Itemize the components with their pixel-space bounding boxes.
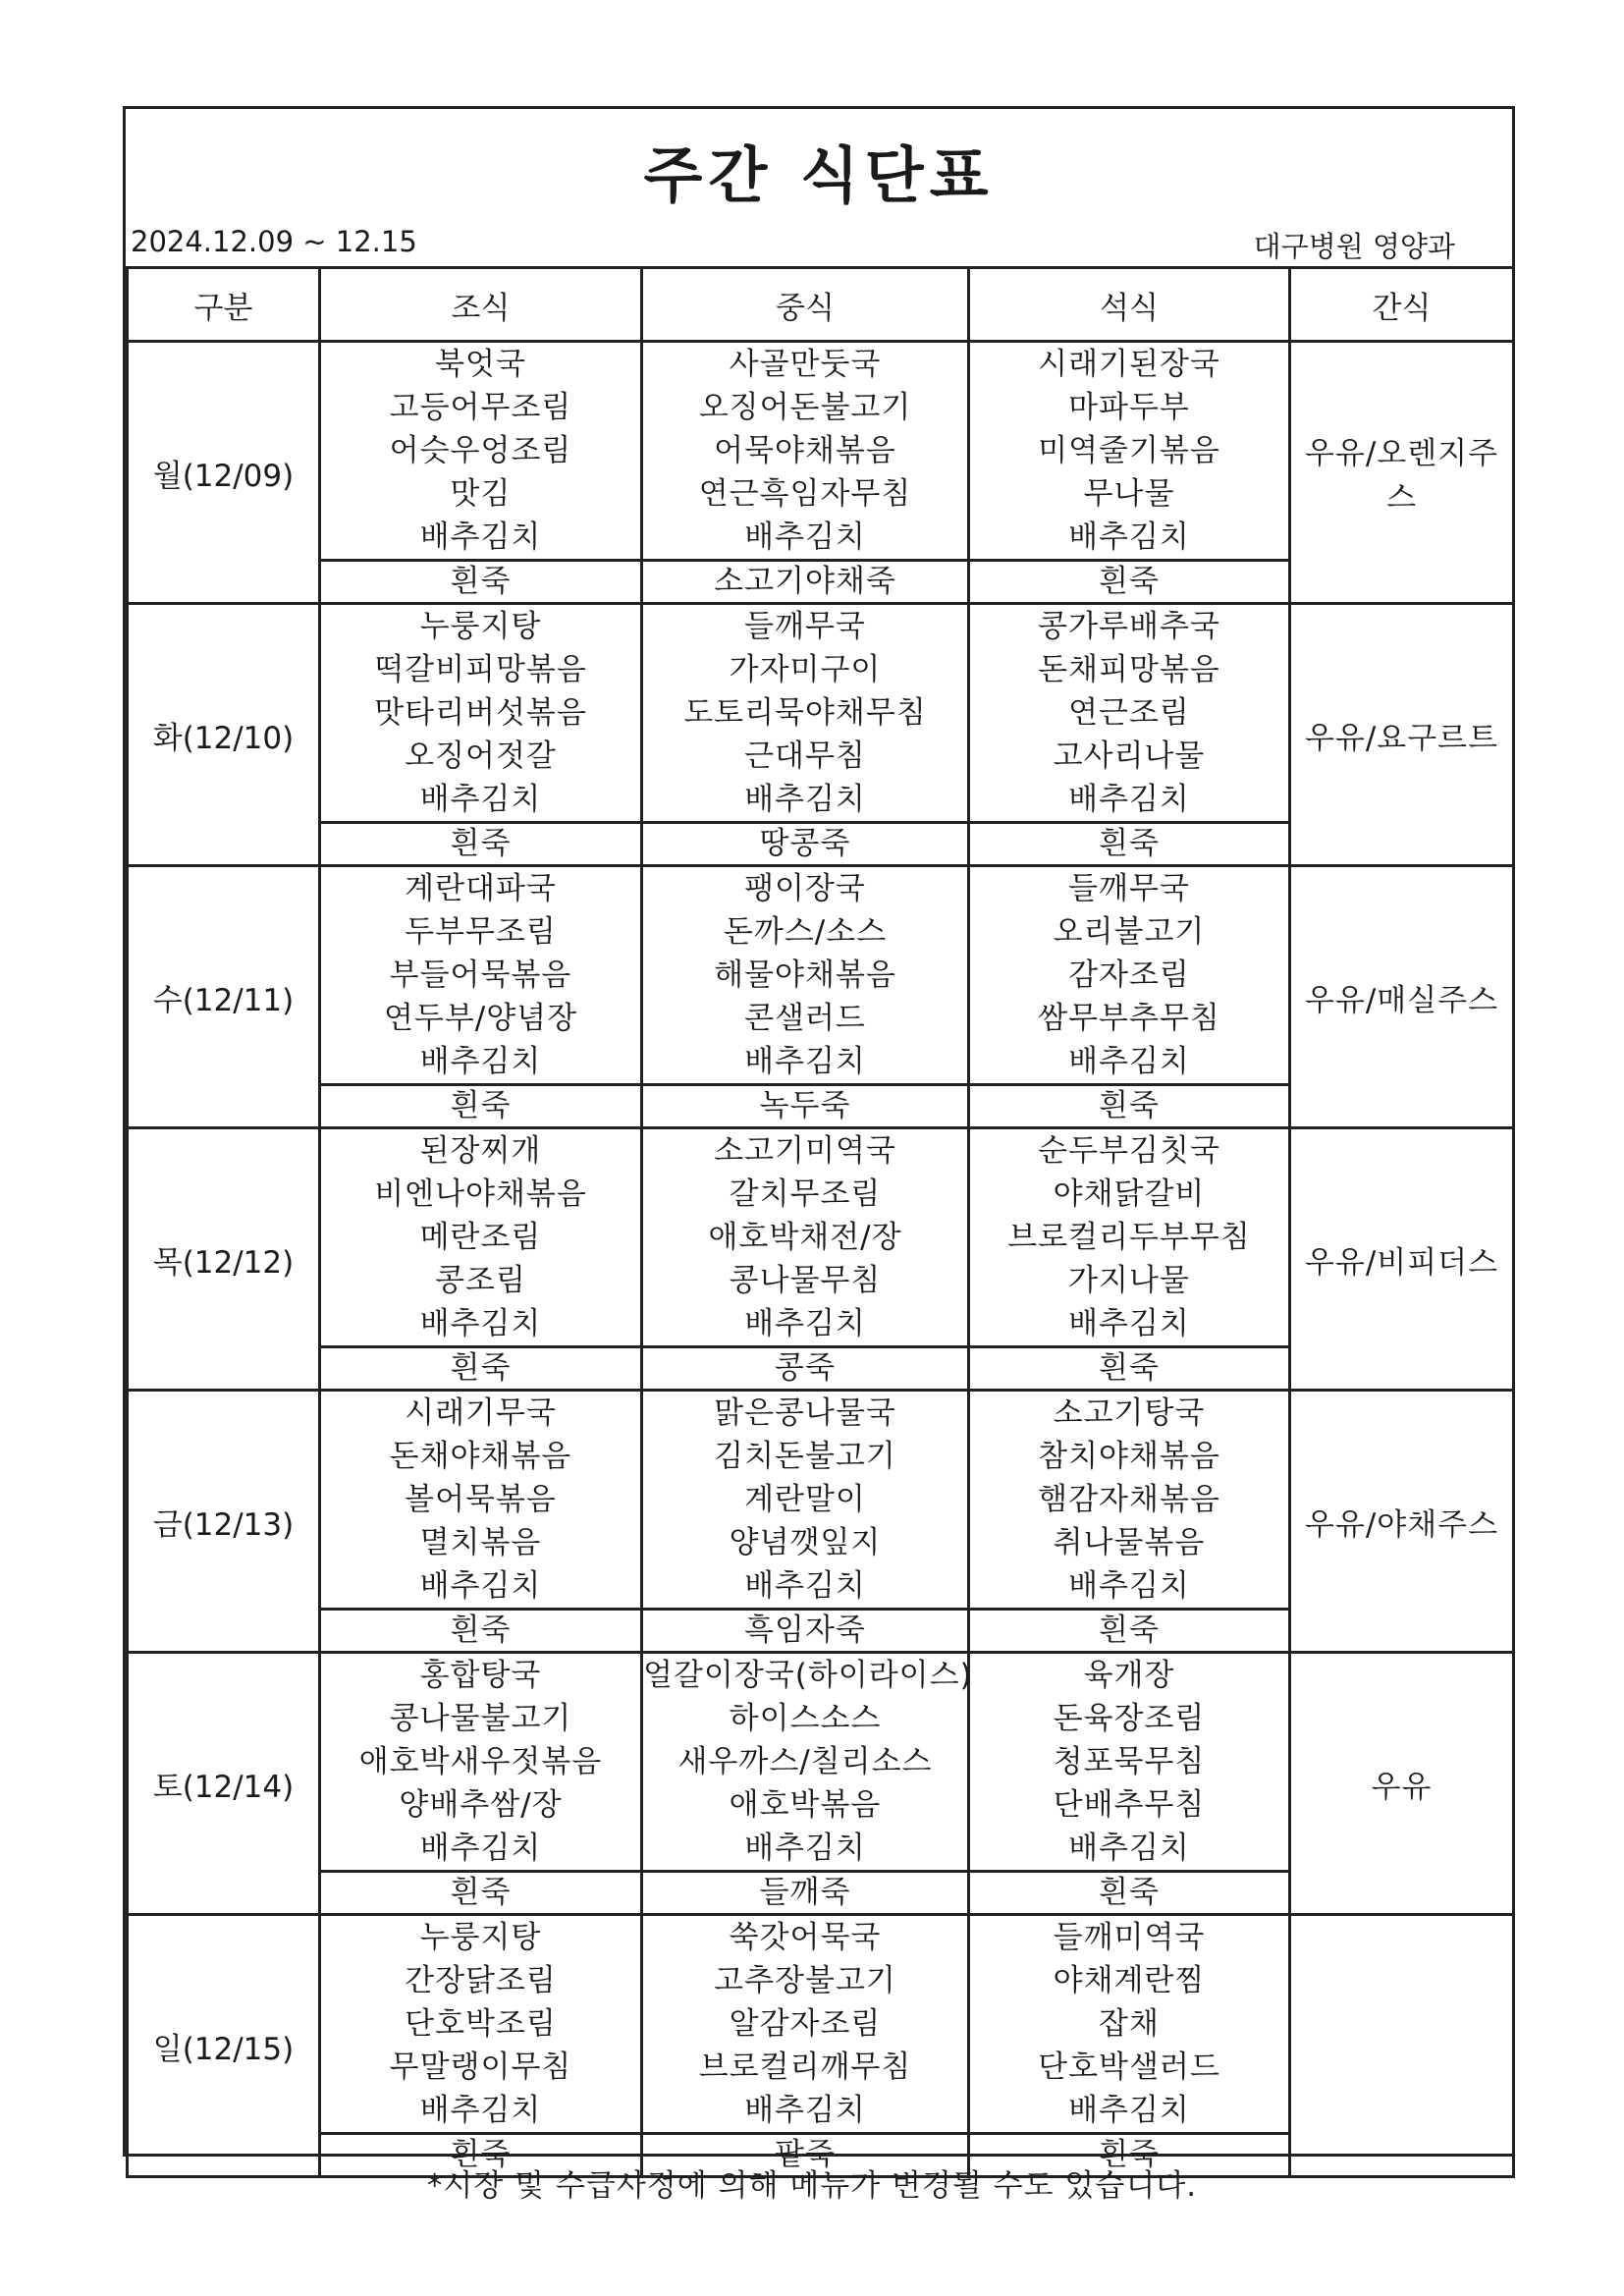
lunch-cell — [642, 342, 969, 561]
table-row — [128, 1653, 1514, 1872]
menu-item: 돈채야채볶음 — [389, 1439, 572, 1474]
menu-item: 잡채 — [1099, 2006, 1160, 2042]
menu-item: 하이스소스 — [729, 1701, 882, 1736]
menu-item: 북엇국 — [435, 347, 526, 382]
menu-item: 배추김치 — [744, 782, 866, 817]
snack-cell: 우유/야채주스 — [1290, 1391, 1514, 1653]
menu-item: 배추김치 — [744, 1044, 866, 1079]
lunch-cell — [642, 1915, 969, 2134]
porridge-cell — [969, 1347, 1290, 1391]
menu-item: 고추장불고기 — [714, 1963, 896, 1998]
dinner-cell — [969, 1128, 1290, 1347]
menu-item: 간장닭조림 — [405, 1963, 557, 1998]
porridge-item: 흰죽 — [450, 564, 512, 599]
breakfast-cell — [320, 604, 642, 823]
breakfast-cell — [320, 1391, 642, 1610]
menu-item: 시래기무국 — [405, 1395, 557, 1431]
menu-item: 배추김치 — [744, 519, 866, 555]
menu-item: 쌈무부추무침 — [1038, 1001, 1220, 1036]
menu-item: 사골만둣국 — [729, 347, 882, 382]
menu-item: 배추김치 — [744, 1831, 866, 1866]
menu-item: 마파두부 — [1068, 390, 1190, 425]
table-row — [128, 866, 1514, 1085]
menu-item: 양념깻잎지 — [729, 1525, 882, 1560]
menu-item: 들깨무국 — [1068, 871, 1190, 906]
lunch-cell — [642, 866, 969, 1085]
porridge-item: 땅콩죽 — [759, 826, 851, 861]
menu-item: 부들어묵볶음 — [389, 957, 572, 993]
porridge-cell — [969, 823, 1290, 866]
table-row — [128, 342, 1514, 561]
porridge-item: 흰죽 — [1099, 1875, 1160, 1910]
table-header-row — [128, 268, 1514, 342]
table-row — [128, 1128, 1514, 1347]
lunch-cell — [642, 1128, 969, 1347]
porridge-item: 흰죽 — [450, 1875, 512, 1910]
menu-item: 돈까스/소스 — [723, 914, 888, 950]
menu-item: 배추김치 — [1068, 2093, 1190, 2128]
porridge-item: 흰죽 — [1099, 564, 1160, 599]
menu-item: 애호박볶음 — [729, 1787, 882, 1823]
snack-cell: 우유/매실주스 — [1290, 866, 1514, 1128]
menu-item: 연근조림 — [1068, 695, 1190, 731]
menu-item: 취나물볶음 — [1053, 1525, 1206, 1560]
menu-item: 두부무조림 — [405, 914, 557, 950]
porridge-cell — [969, 1610, 1290, 1653]
menu-item: 야채닭갈비 — [1053, 1176, 1206, 1212]
menu-item: 맛김 — [450, 476, 512, 512]
menu-item: 새우까스/칠리소스 — [677, 1744, 933, 1779]
menu-item: 연근흑임자무침 — [698, 476, 912, 512]
menu-item: 오리불고기 — [1053, 914, 1206, 950]
menu-item: 콘샐러드 — [744, 1001, 866, 1036]
menu-item: 된장찌개 — [419, 1133, 542, 1169]
porridge-item: 흑임자죽 — [744, 1613, 866, 1648]
menu-item: 콩조림 — [435, 1263, 526, 1298]
porridge-cell — [642, 1347, 969, 1391]
breakfast-cell — [320, 1128, 642, 1347]
department-name: 대구병원 영양과 — [1253, 230, 1455, 263]
dinner-cell — [969, 1391, 1290, 1610]
menu-item: 햄감자채볶음 — [1038, 1482, 1220, 1517]
table-row — [128, 1915, 1514, 2134]
snack-cell — [1290, 1915, 1514, 2177]
dinner-cell — [969, 1915, 1290, 2134]
menu-item: 돈채피망볶음 — [1038, 652, 1220, 687]
porridge-item: 흰죽 — [450, 1350, 512, 1386]
menu-item: 메란조림 — [419, 1220, 542, 1255]
menu-item: 배추김치 — [419, 519, 542, 555]
header-snack: 간식 — [1290, 268, 1514, 342]
breakfast-cell — [320, 1653, 642, 1872]
menu-item: 팽이장국 — [744, 871, 866, 906]
porridge-item: 흰죽 — [1099, 1350, 1160, 1386]
porridge-item: 흰죽 — [450, 1613, 512, 1648]
menu-item: 근대무침 — [744, 738, 866, 774]
menu-item: 소고기탕국 — [1053, 1395, 1206, 1431]
menu-body — [128, 342, 1514, 2177]
menu-item: 고사리나물 — [1053, 738, 1206, 774]
menu-item: 시래기된장국 — [1038, 347, 1220, 382]
menu-sheet — [123, 106, 1515, 2172]
breakfast-cell — [320, 866, 642, 1085]
menu-item: 배추김치 — [1068, 782, 1190, 817]
porridge-cell — [320, 561, 642, 604]
menu-item: 어슷우엉조림 — [389, 433, 572, 468]
menu-item: 배추김치 — [744, 1568, 866, 1604]
menu-item: 도토리묵야채무침 — [683, 695, 927, 731]
day-label: 토(12/14) — [128, 1653, 320, 1915]
table-row — [128, 604, 1514, 823]
porridge-cell — [320, 1085, 642, 1128]
menu-item: 양배추쌈/장 — [399, 1787, 563, 1823]
menu-item: 떡갈비피망볶음 — [374, 652, 587, 687]
menu-item: 배추김치 — [1068, 1044, 1190, 1079]
porridge-cell — [642, 1872, 969, 1915]
menu-item: 애호박채전/장 — [708, 1220, 902, 1255]
menu-item: 들깨무국 — [744, 609, 866, 644]
menu-item: 배추김치 — [419, 782, 542, 817]
menu-item: 순두부김칫국 — [1038, 1133, 1220, 1169]
menu-item: 배추김치 — [419, 1044, 542, 1079]
menu-item: 육개장 — [1083, 1658, 1175, 1693]
menu-item: 무말랭이무침 — [389, 2050, 572, 2085]
menu-item: 단배추무침 — [1053, 1787, 1206, 1823]
day-label: 월(12/09) — [128, 342, 320, 604]
porridge-cell — [642, 1085, 969, 1128]
porridge-cell — [320, 1610, 642, 1653]
menu-item: 계란말이 — [744, 1482, 866, 1517]
menu-item: 갈치무조림 — [729, 1176, 882, 1212]
menu-item: 멸치볶음 — [419, 1525, 542, 1560]
menu-item: 브로컬리깨무침 — [698, 2050, 912, 2085]
porridge-cell — [642, 1610, 969, 1653]
porridge-item: 흰죽 — [450, 2137, 512, 2172]
snack-cell: 우유/오렌지주스 — [1290, 342, 1514, 604]
menu-item: 소고기미역국 — [714, 1133, 896, 1169]
menu-item: 배추김치 — [1068, 1306, 1190, 1341]
menu-item: 단호박샐러드 — [1038, 2050, 1220, 2085]
porridge-cell — [969, 1872, 1290, 1915]
menu-item: 연두부/양념장 — [383, 1001, 578, 1036]
porridge-item: 들깨죽 — [759, 1875, 851, 1910]
lunch-cell — [642, 1391, 969, 1610]
menu-item: 어묵야채볶음 — [714, 433, 896, 468]
menu-item: 알감자조림 — [729, 2006, 882, 2042]
snack-cell: 우유/비피더스 — [1290, 1128, 1514, 1391]
header-lunch: 중식 — [642, 268, 969, 342]
dinner-cell — [969, 604, 1290, 823]
porridge-item: 흰죽 — [1099, 1088, 1160, 1123]
snack-cell: 우유 — [1290, 1653, 1514, 1915]
dinner-cell — [969, 866, 1290, 1085]
porridge-item: 흰죽 — [450, 1088, 512, 1123]
porridge-cell — [642, 823, 969, 866]
menu-item: 미역줄기볶음 — [1038, 433, 1220, 468]
day-label: 목(12/12) — [128, 1128, 320, 1391]
weekly-menu-table — [126, 266, 1515, 2178]
dinner-cell — [969, 342, 1290, 561]
lunch-cell — [642, 604, 969, 823]
menu-item: 누룽지탕 — [419, 609, 542, 644]
menu-item: 김치돈불고기 — [714, 1439, 896, 1474]
menu-item: 콩가루배추국 — [1038, 609, 1220, 644]
menu-item: 비엔나야채볶음 — [374, 1176, 587, 1212]
porridge-item: 팥죽 — [775, 2137, 836, 2172]
menu-item: 감자조림 — [1068, 957, 1190, 993]
table-row — [128, 1391, 1514, 1610]
menu-item: 배추김치 — [419, 2093, 542, 2128]
menu-item: 애호박새우젓볶음 — [358, 1744, 603, 1779]
porridge-cell — [320, 1347, 642, 1391]
porridge-cell — [642, 561, 969, 604]
porridge-item: 흰죽 — [1099, 2137, 1160, 2172]
menu-item: 누룽지탕 — [419, 1920, 542, 1955]
menu-item: 무나물 — [1083, 476, 1175, 512]
porridge-item: 콩죽 — [775, 1350, 836, 1386]
porridge-item: 소고기야채죽 — [714, 564, 896, 599]
breakfast-cell — [320, 342, 642, 561]
menu-item: 가자미구이 — [729, 652, 882, 687]
menu-item: 야채계란찜 — [1053, 1963, 1206, 1998]
page-title: 주간 식단표 — [643, 139, 995, 211]
header-dinner: 석식 — [969, 268, 1290, 342]
menu-item: 브로컬리두부무침 — [1007, 1220, 1251, 1255]
menu-item: 배추김치 — [744, 1306, 866, 1341]
snack-cell: 우유/요구르트 — [1290, 604, 1514, 866]
footnote: *시장 및 수급사정에 의해 메뉴가 변경될 수도 있습니다. — [426, 2168, 1198, 2204]
porridge-cell — [320, 823, 642, 866]
porridge-item: 흰죽 — [1099, 826, 1160, 861]
date-range: 2024.12.09 ~ 12.15 — [131, 225, 417, 258]
menu-item: 청포묵무침 — [1053, 1744, 1206, 1779]
menu-item: 돈육장조림 — [1053, 1701, 1206, 1736]
porridge-item: 녹두죽 — [759, 1088, 851, 1123]
menu-item: 가지나물 — [1068, 1263, 1190, 1298]
menu-item: 계란대파국 — [405, 871, 557, 906]
menu-item: 맛타리버섯볶음 — [374, 695, 587, 731]
breakfast-cell — [320, 1915, 642, 2134]
day-label: 금(12/13) — [128, 1391, 320, 1653]
menu-item: 들깨미역국 — [1053, 1920, 1206, 1955]
menu-item: 해물야채볶음 — [714, 957, 896, 993]
menu-item: 고등어무조림 — [389, 390, 572, 425]
dinner-cell — [969, 1653, 1290, 1872]
menu-item: 배추김치 — [1068, 519, 1190, 555]
header-breakfast: 조식 — [320, 268, 642, 342]
menu-item: 배추김치 — [419, 1831, 542, 1866]
menu-item: 배추김치 — [1068, 1831, 1190, 1866]
day-label: 일(12/15) — [128, 1915, 320, 2177]
menu-item: 맑은콩나물국 — [714, 1395, 896, 1431]
menu-item: 콩나물무침 — [729, 1263, 882, 1298]
porridge-item: 흰죽 — [450, 826, 512, 861]
day-label: 화(12/10) — [128, 604, 320, 866]
menu-item: 쑥갓어묵국 — [729, 1920, 882, 1955]
menu-item: 콩나물불고기 — [389, 1701, 572, 1736]
menu-item: 오징어돈불고기 — [698, 390, 912, 425]
porridge-item: 흰죽 — [1099, 1613, 1160, 1648]
porridge-cell — [969, 561, 1290, 604]
header-category: 구분 — [128, 268, 320, 342]
menu-item: 얼갈이장국(하이라이스) — [643, 1658, 973, 1693]
menu-item: 참치야채볶음 — [1038, 1439, 1220, 1474]
menu-item: 배추김치 — [744, 2093, 866, 2128]
lunch-cell — [642, 1653, 973, 1872]
menu-item: 배추김치 — [419, 1306, 542, 1341]
menu-item: 홍합탕국 — [419, 1658, 542, 1693]
porridge-cell — [320, 1872, 642, 1915]
menu-item: 오징어젓갈 — [405, 738, 557, 774]
menu-item: 볼어묵볶음 — [405, 1482, 557, 1517]
menu-item: 배추김치 — [419, 1568, 542, 1604]
menu-item: 배추김치 — [1068, 1568, 1190, 1604]
porridge-cell — [969, 1085, 1290, 1128]
day-label: 수(12/11) — [128, 866, 320, 1128]
menu-item: 단호박조림 — [405, 2006, 557, 2042]
